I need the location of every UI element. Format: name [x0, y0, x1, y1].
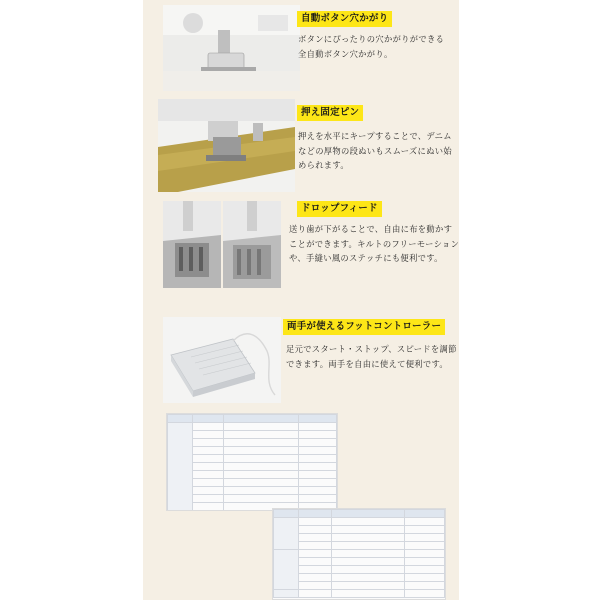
- feature-title-1: 自動ボタン穴かがり: [297, 11, 392, 27]
- feature-desc-2: 押えを水平にキープすることで、デニム などの厚物の段ぬいもスムーズにぬい始 められます。: [298, 131, 452, 170]
- drop-feed-photo-raised: [163, 201, 221, 288]
- feature-title-2: 押え固定ピン: [297, 105, 363, 121]
- buttonhole-foot-photo: [163, 5, 300, 91]
- foot-controller-photo: [163, 317, 281, 403]
- feature-desc-1: ボタンにぴったりの穴かがりができる 全自動ボタン穴かがり。: [298, 34, 445, 59]
- feature-desc-3: 送り歯が下がることで、自由に布を動かす ことができます。キルトのフリーモーション や、手縫い風のステッチにも便利です。: [289, 224, 460, 263]
- feature-title-4: 両手が使えるフットコントローラー: [283, 319, 445, 335]
- presser-pin-photo: [158, 99, 295, 192]
- spec-table-1: [166, 413, 338, 511]
- spec-table-2: [272, 508, 446, 600]
- feature-desc-4: 足元でスタート・ストップ、スピードを調節 できます。両手を自由に使えて便利です。: [286, 344, 457, 369]
- drop-feed-photo-lowered: [223, 201, 281, 288]
- feature-title-3: ドロップフィード: [297, 201, 382, 217]
